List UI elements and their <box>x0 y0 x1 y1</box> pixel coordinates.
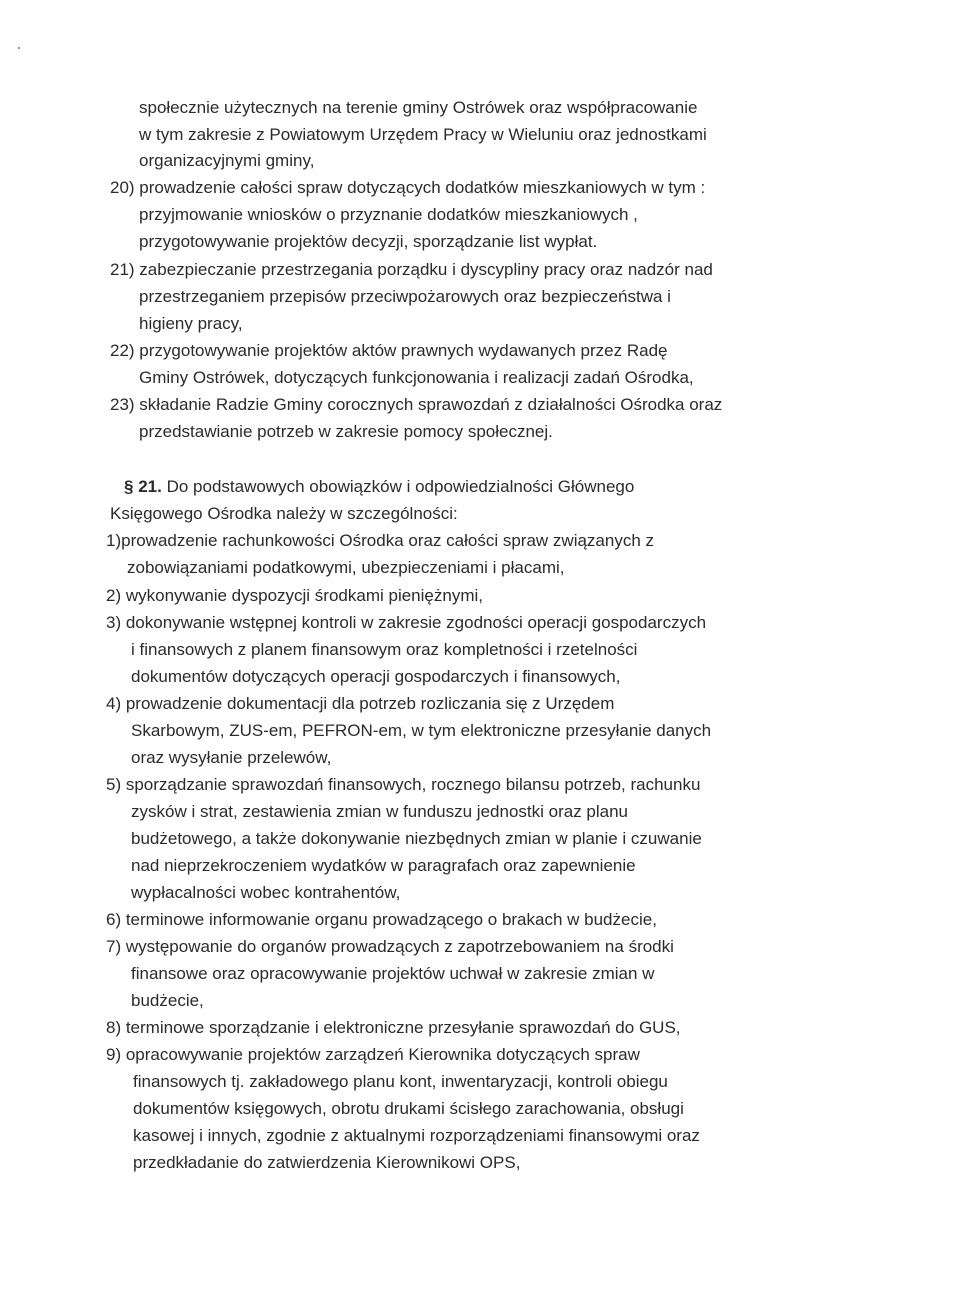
section-intro-line: Księgowego Ośrodka należy w szczególności: <box>110 504 458 523</box>
list-item-5-line: 5) sporządzanie sprawozdań finansowych, rocznego bilansu potrzeb, rachunku <box>106 775 701 794</box>
list-item-20-line: 20) prowadzenie całości spraw dotyczących dodatków mieszkaniowych w tym : <box>110 178 706 197</box>
list-item-3-line: i finansowych z planem finansowym oraz kompletności i rzetelności <box>131 640 638 659</box>
list-item-5-line: nad nieprzekroczeniem wydatków w paragrafach oraz zapewnienie <box>131 856 636 875</box>
section-number: 21. <box>138 477 162 496</box>
list-item-9-line: przedkładanie do zatwierdzenia Kierownikowi OPS, <box>133 1153 521 1172</box>
text-line: organizacyjnymi gminy, <box>139 151 315 170</box>
list-item-3-line: 3) dokonywanie wstępnej kontroli w zakresie zgodności operacji gospodarczych <box>106 613 707 632</box>
list-item-4-line: 4) prowadzenie dokumentacji dla potrzeb rozliczania się z Urzędem <box>106 694 615 713</box>
list-item-2-line: 2) wykonywanie dyspozycji środkami pieniężnymi, <box>106 586 483 605</box>
section-sign: § <box>124 477 134 496</box>
section-intro: Do podstawowych obowiązków i odpowiedzialności Głównego <box>166 477 635 496</box>
list-item-21-line: przestrzeganiem przepisów przeciwpożarowych oraz bezpieczeństwa i <box>139 287 671 306</box>
list-item-8-line: 8) terminowe sporządzanie i elektroniczne przesyłanie sprawozdań do GUS, <box>106 1018 681 1037</box>
list-item-20-line: przyjmowanie wniosków o przyznanie dodatków mieszkaniowych , <box>139 205 638 224</box>
section-heading <box>124 476 634 498</box>
list-item-5-line: zysków i strat, zestawienia zmian w funduszu jednostki oraz planu <box>131 802 629 821</box>
list-item-1-line: 1)prowadzenie rachunkowości Ośrodka oraz całości spraw związanych z <box>106 531 655 550</box>
list-item-4-line: oraz wysyłanie przelewów, <box>131 748 332 767</box>
list-item-22-line: Gminy Ostrówek, dotyczących funkcjonowania i realizacji zadań Ośrodka, <box>139 368 694 387</box>
list-item-7-line: 7) występowanie do organów prowadzących z zapotrzebowaniem na środki <box>106 937 674 956</box>
text-line: w tym zakresie z Powiatowym Urzędem Pracy w Wieluniu oraz jednostkami <box>139 125 707 144</box>
list-item-4-line: Skarbowym, ZUS-em, PEFRON-em, w tym elektroniczne przesyłanie danych <box>131 721 712 740</box>
list-item-5-line: wypłacalności wobec kontrahentów, <box>131 883 401 902</box>
list-item-7-line: finansowe oraz opracowywanie projektów uchwał w zakresie zmian w <box>131 964 655 983</box>
list-item-9-line: 9) opracowywanie projektów zarządzeń Kierownika dotyczących spraw <box>106 1045 640 1064</box>
list-item-20-line: przygotowywanie projektów decyzji, sporządzanie list wypłat. <box>139 232 598 251</box>
list-item-22-line: 22) przygotowywanie projektów aktów prawnych wydawanych przez Radę <box>110 341 668 360</box>
list-item-21-line: 21) zabezpieczanie przestrzegania porządku i dyscypliny pracy oraz nadzór nad <box>110 260 713 279</box>
list-item-7-line: budżecie, <box>131 991 204 1010</box>
list-item-9-line: kasowej i innych, zgodnie z aktualnymi rozporządzeniami finansowymi oraz <box>133 1126 700 1145</box>
list-item-3-line: dokumentów dotyczących operacji gospodarczych i finansowych, <box>131 667 621 686</box>
list-item-21-line: higieny pracy, <box>139 314 243 333</box>
list-item-9-line: finansowych tj. zakładowego planu kont, inwentaryzacji, kontroli obiegu <box>133 1072 668 1091</box>
list-item-5-line: budżetowego, a także dokonywanie niezbędnych zmian w planie i czuwanie <box>131 829 702 848</box>
list-item-6-line: 6) terminowe informowanie organu prowadzącego o brakach w budżecie, <box>106 910 657 929</box>
list-item-23-line: 23) składanie Radzie Gminy corocznych sprawozdań z działalności Ośrodka oraz <box>110 395 723 414</box>
list-item-23-line: przedstawianie potrzeb w zakresie pomocy społecznej. <box>139 422 553 441</box>
list-item-1-line: zobowiązaniami podatkowymi, ubezpieczeniami i płacami, <box>127 558 565 577</box>
list-item-9-line: dokumentów księgowych, obrotu drukami ścisłego zarachowania, obsługi <box>133 1099 684 1118</box>
text-line: społecznie użytecznych na terenie gminy Ostrówek oraz współpracowanie <box>139 98 698 117</box>
scan-speck <box>18 47 20 49</box>
